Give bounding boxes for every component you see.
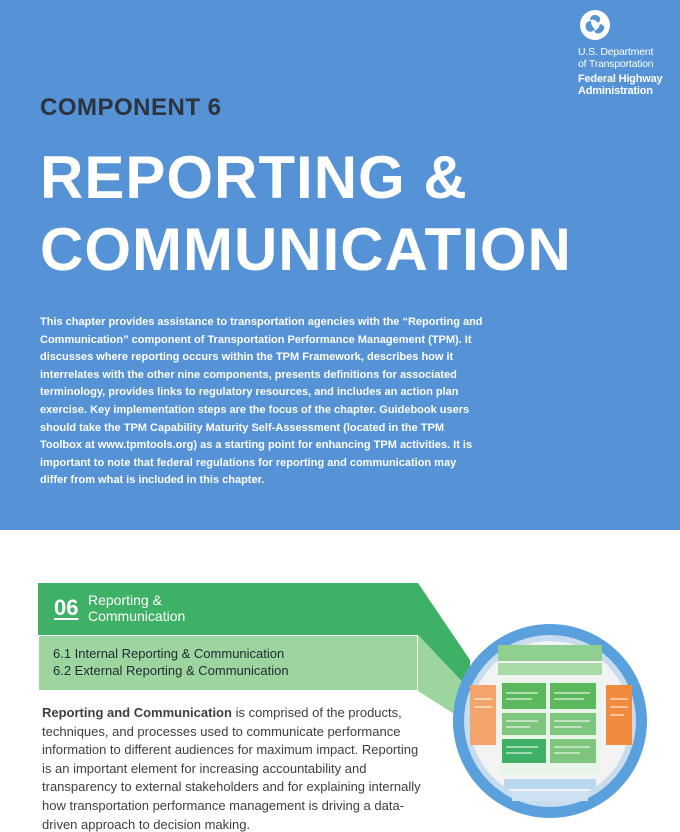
component-label bbox=[88, 592, 185, 624]
title-line-2: COMMUNICATION bbox=[40, 216, 572, 283]
wheel-cell bbox=[550, 713, 596, 735]
wheel-cell bbox=[550, 683, 596, 709]
wheel-band-strategic bbox=[498, 645, 602, 661]
title-line-1: REPORTING & bbox=[40, 144, 468, 211]
component-header-band bbox=[38, 583, 418, 635]
subcomponent-band bbox=[38, 635, 418, 691]
component-description-lead: Reporting and Communication bbox=[42, 705, 232, 720]
tpm-framework-wheel bbox=[452, 623, 648, 819]
wheel-band-bottom bbox=[504, 779, 596, 789]
wheel-cell-highlight bbox=[502, 739, 546, 763]
wheel-cell bbox=[502, 683, 546, 709]
wheel-band-bottom bbox=[512, 791, 588, 801]
wheel-cell bbox=[550, 739, 596, 763]
wheel-cell bbox=[502, 713, 546, 735]
component-label-line-2: Communication bbox=[88, 608, 186, 624]
wheel-band-targets bbox=[498, 663, 602, 675]
logo-line-3: Federal Highway bbox=[578, 73, 663, 85]
subcomponent-item: 6.1 Internal Reporting & Communication bbox=[53, 646, 285, 661]
logo-line-4: Administration bbox=[578, 85, 653, 97]
component-description bbox=[42, 704, 427, 832]
intro-paragraph: This chapter provides assistance to transportation agencies with the “Reporting and Communication” component of Transportation Performance Management (TPM). It discusses where reporting occurs within the TPM Framework, describes how it interrelates with the other nine components, presents definitions for associated terminology, provides links to regulatory resources, and includes an action plan exercise. Key implementation steps are the focus of the chapter. Guidebook users should take the TPM Capability Maturity Self-Assessment (located in the TPM Toolbox at www.tpmtools.org) as a starting point for enhancing TPM activities. It is important to note that federal regulations for reporting and communication may differ from what is included in this chapter. bbox=[40, 316, 483, 487]
component-label-line-1: Reporting & bbox=[88, 592, 162, 608]
logo-line-2: of Transportation bbox=[578, 58, 654, 70]
component-description-text: is comprised of the products, techniques, and processes used to communicate performance information to different audiences for maximum impact. Reporting is an important element for increasing accountability and transparency to external stakeholders and for explaining internally how transportation performance management is driving a data-driven approach to decision making. bbox=[42, 705, 421, 832]
component-eyebrow: COMPONENT 6 bbox=[40, 94, 222, 121]
wheel-column-left bbox=[470, 685, 496, 745]
component-number: 06 bbox=[54, 595, 79, 620]
logo-line-1: U.S. Department bbox=[578, 46, 654, 58]
subcomponent-item: 6.2 External Reporting & Communication bbox=[53, 663, 289, 678]
